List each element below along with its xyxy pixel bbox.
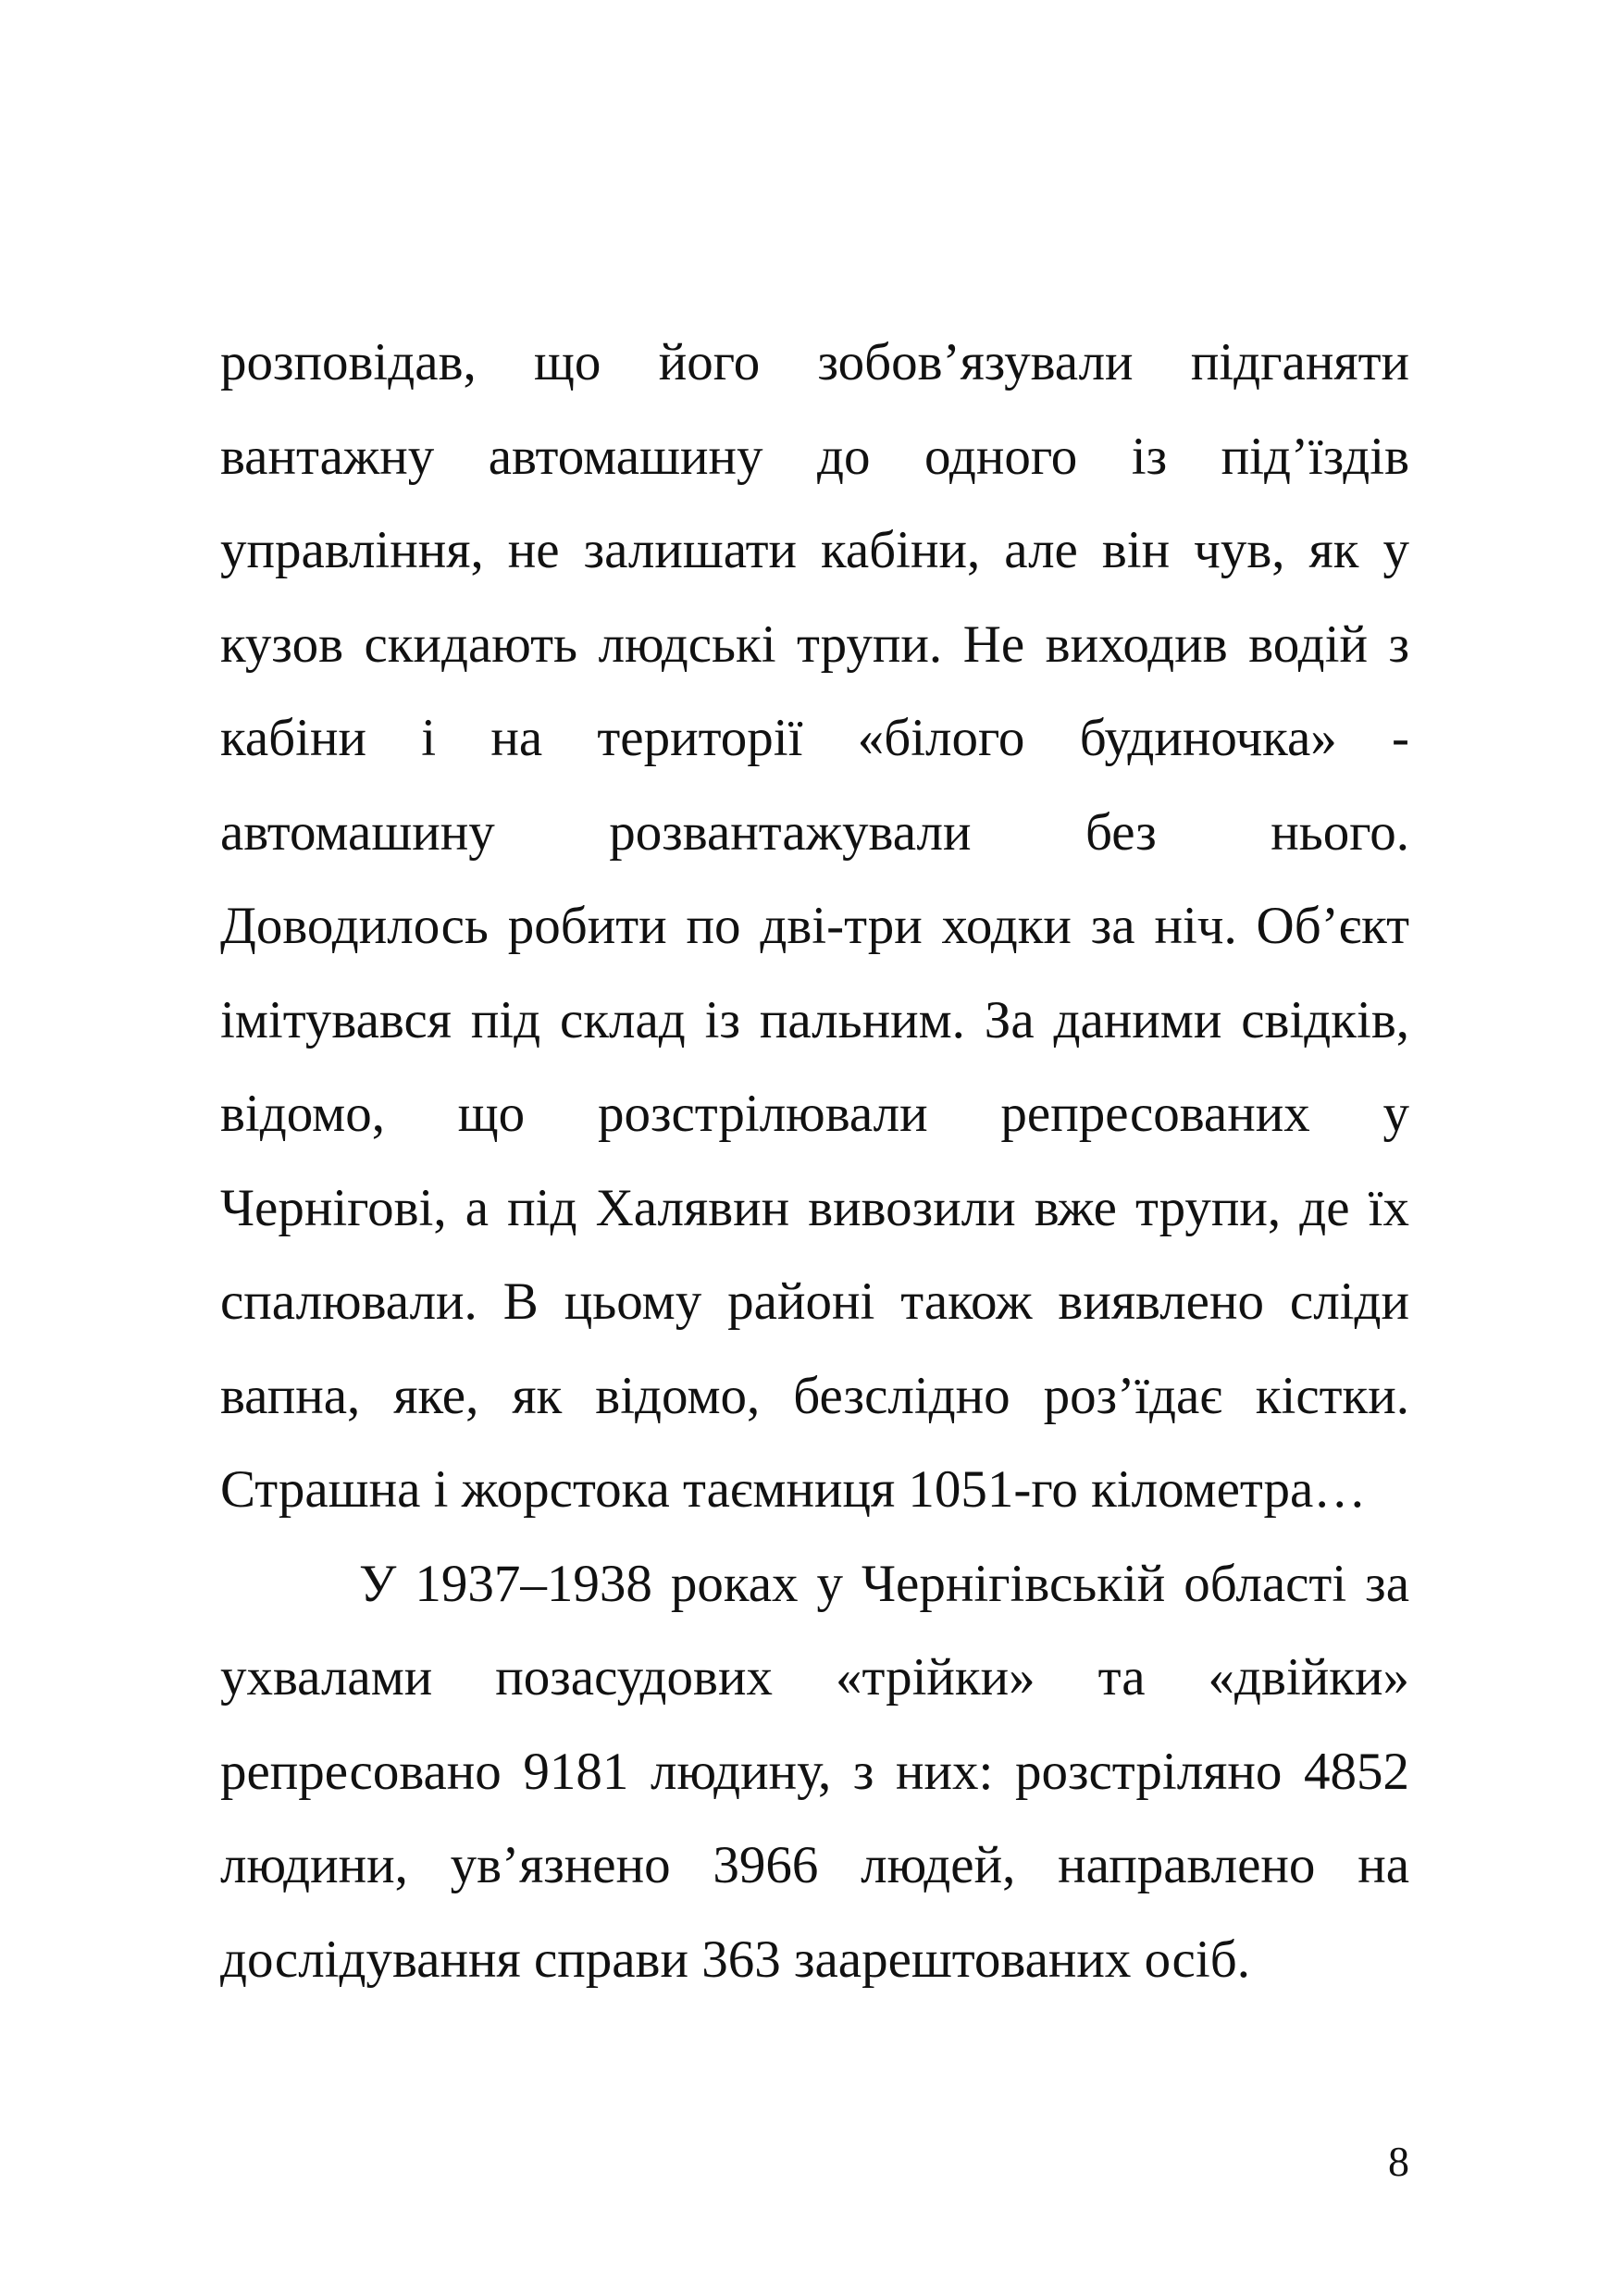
text-line: Чернігові, а під Халявин вивозили вже трупи, де їх	[220, 1178, 1409, 1237]
text-line: вантажну автомашину до одного із під’їздів	[220, 427, 1409, 486]
text-line: імітувався під склад із пальним. За даними свідків,	[220, 990, 1409, 1049]
text-line: розповідав, що його зобов’язували підганяти	[220, 333, 1409, 391]
text-line: вапна, яке, як відомо, безслідно роз’їдає кістки.	[220, 1366, 1409, 1425]
text-line: спалювали. В цьому районі також виявлено сліди	[220, 1272, 1409, 1331]
text-line: кузов скидають людські трупи. Не виходив водій з	[220, 614, 1409, 674]
text-line: кабіни і на території «білого будиночка» -	[220, 709, 1409, 767]
text-line: відомо, що розстрілювали репресованих у	[220, 1085, 1409, 1143]
text-line: управління, не залишати кабіни, але він чув, як у	[220, 521, 1409, 579]
text-line: автомашину розвантажували без нього.	[220, 802, 1409, 862]
body-text	[220, 326, 1409, 2017]
text-line: ухвалами позасудових «трійки» та «двійки»	[220, 1648, 1409, 1706]
text-line: людини, ув’язнено 3966 людей, направлено на	[220, 1836, 1409, 1894]
text-line: репресовано 9181 людину, з них: розстріляно 4852	[220, 1742, 1409, 1801]
paragraph-end-line: дослідування справи 363 заарештованих осіб.	[220, 1930, 1250, 1989]
paragraph-first-line: У 1937–1938 роках у Чернігівській області за	[359, 1554, 1409, 1613]
page-number: 8	[1388, 2138, 1409, 2185]
text-line: Доводилось робити по дві-три ходки за ніч. Об’єкт	[220, 897, 1409, 955]
paragraph-end-line: Страшна і жорстока таємниця 1051-го кілометра…	[220, 1460, 1367, 1519]
